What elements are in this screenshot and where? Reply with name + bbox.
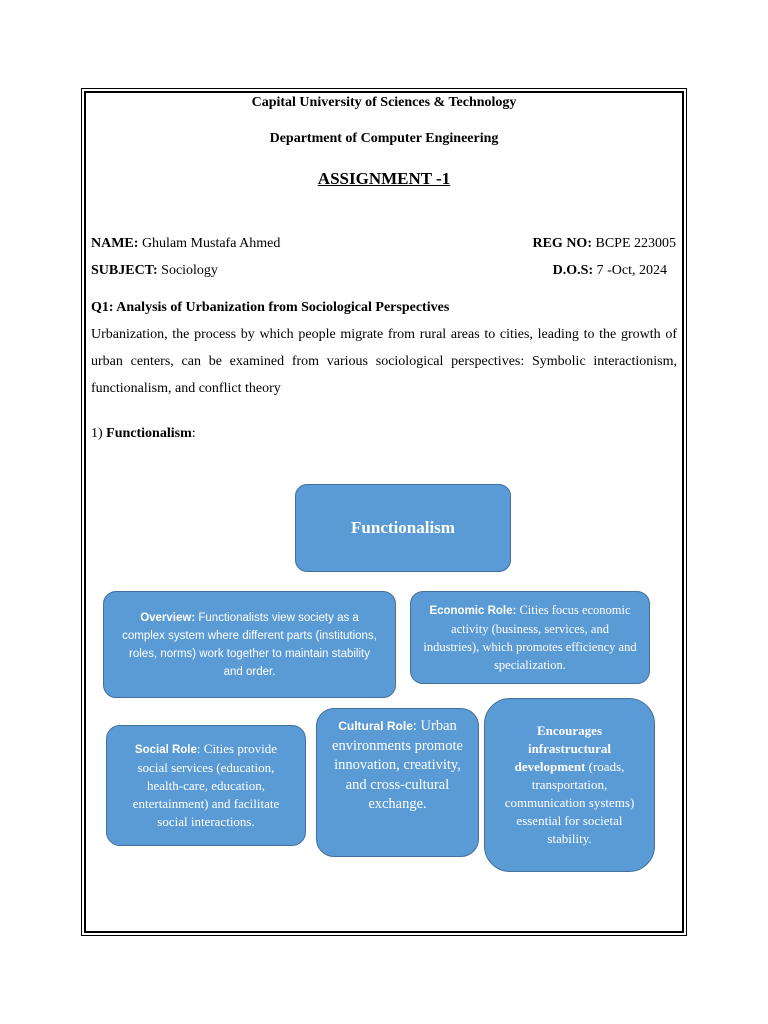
functionalism-main-box	[295, 484, 511, 572]
name-row	[91, 235, 676, 253]
question-body: Urbanization, the process by which people migrate from rural areas to cities, leading to the growth of urban centers, can be examined from various sociological perspectives: Symbolic interactionism, functionalism, and conflict theory	[91, 327, 677, 396]
reg-group	[532, 235, 676, 253]
social-role-box	[106, 725, 306, 846]
reg-value: BCPE 223005	[595, 236, 676, 251]
reg-label: REG NO:	[532, 236, 592, 251]
cultural-role-box	[316, 708, 479, 857]
section-colon: :	[191, 426, 196, 441]
subject-row	[91, 262, 676, 280]
subject-value: Sociology	[161, 263, 218, 278]
name-value: Ghulam Mustafa Ahmed	[141, 236, 281, 251]
overview-label: Overview:	[140, 611, 196, 624]
cultural-label: Cultural Role	[338, 719, 413, 733]
subject-label: SUBJECT:	[91, 263, 158, 278]
dos-value: 7 -Oct, 2024	[596, 263, 667, 278]
overview-box	[103, 591, 396, 698]
infra-text: (roads, transportation, communication systems) essential for societal stability.	[504, 759, 635, 846]
functionalism-main-label: Functionalism	[351, 518, 455, 537]
question-title: Q1: Analysis of Urbanization from Sociological Perspectives	[91, 300, 450, 315]
name-label: NAME:	[91, 236, 139, 251]
overview-text: Functionalists view society as a complex system where different parts (institutions, roles, norms) work together to maintain stability and order.	[122, 611, 377, 678]
economic-role-box	[410, 591, 650, 684]
infra-bold-text: Encourages infrastructural development	[514, 723, 612, 774]
university-name: Capital University of Sciences & Technology	[251, 95, 517, 110]
section-heading	[91, 425, 676, 443]
dos-label: D.O.S:	[552, 263, 594, 278]
economic-text: Cities focus economic activity (business, services, and industries), which promotes efficiency and specialization.	[423, 603, 637, 672]
social-text: : Cities provide social services (education, health-care, education, entertainment) and facilitate social interactions.	[132, 741, 280, 829]
assignment-title: ASSIGNMENT -1	[317, 169, 451, 188]
economic-label: Economic Role:	[429, 605, 517, 617]
section-number: 1)	[91, 426, 103, 441]
section-title: Functionalism	[106, 426, 192, 441]
department-name: Department of Computer Engineering	[269, 131, 499, 146]
dos-group	[553, 262, 667, 280]
social-label: Social Role	[134, 744, 197, 756]
infrastructure-box	[484, 698, 655, 872]
cultural-text: : Urban environments promote innovation, creativity, and cross-cultural exchange.	[332, 718, 463, 812]
